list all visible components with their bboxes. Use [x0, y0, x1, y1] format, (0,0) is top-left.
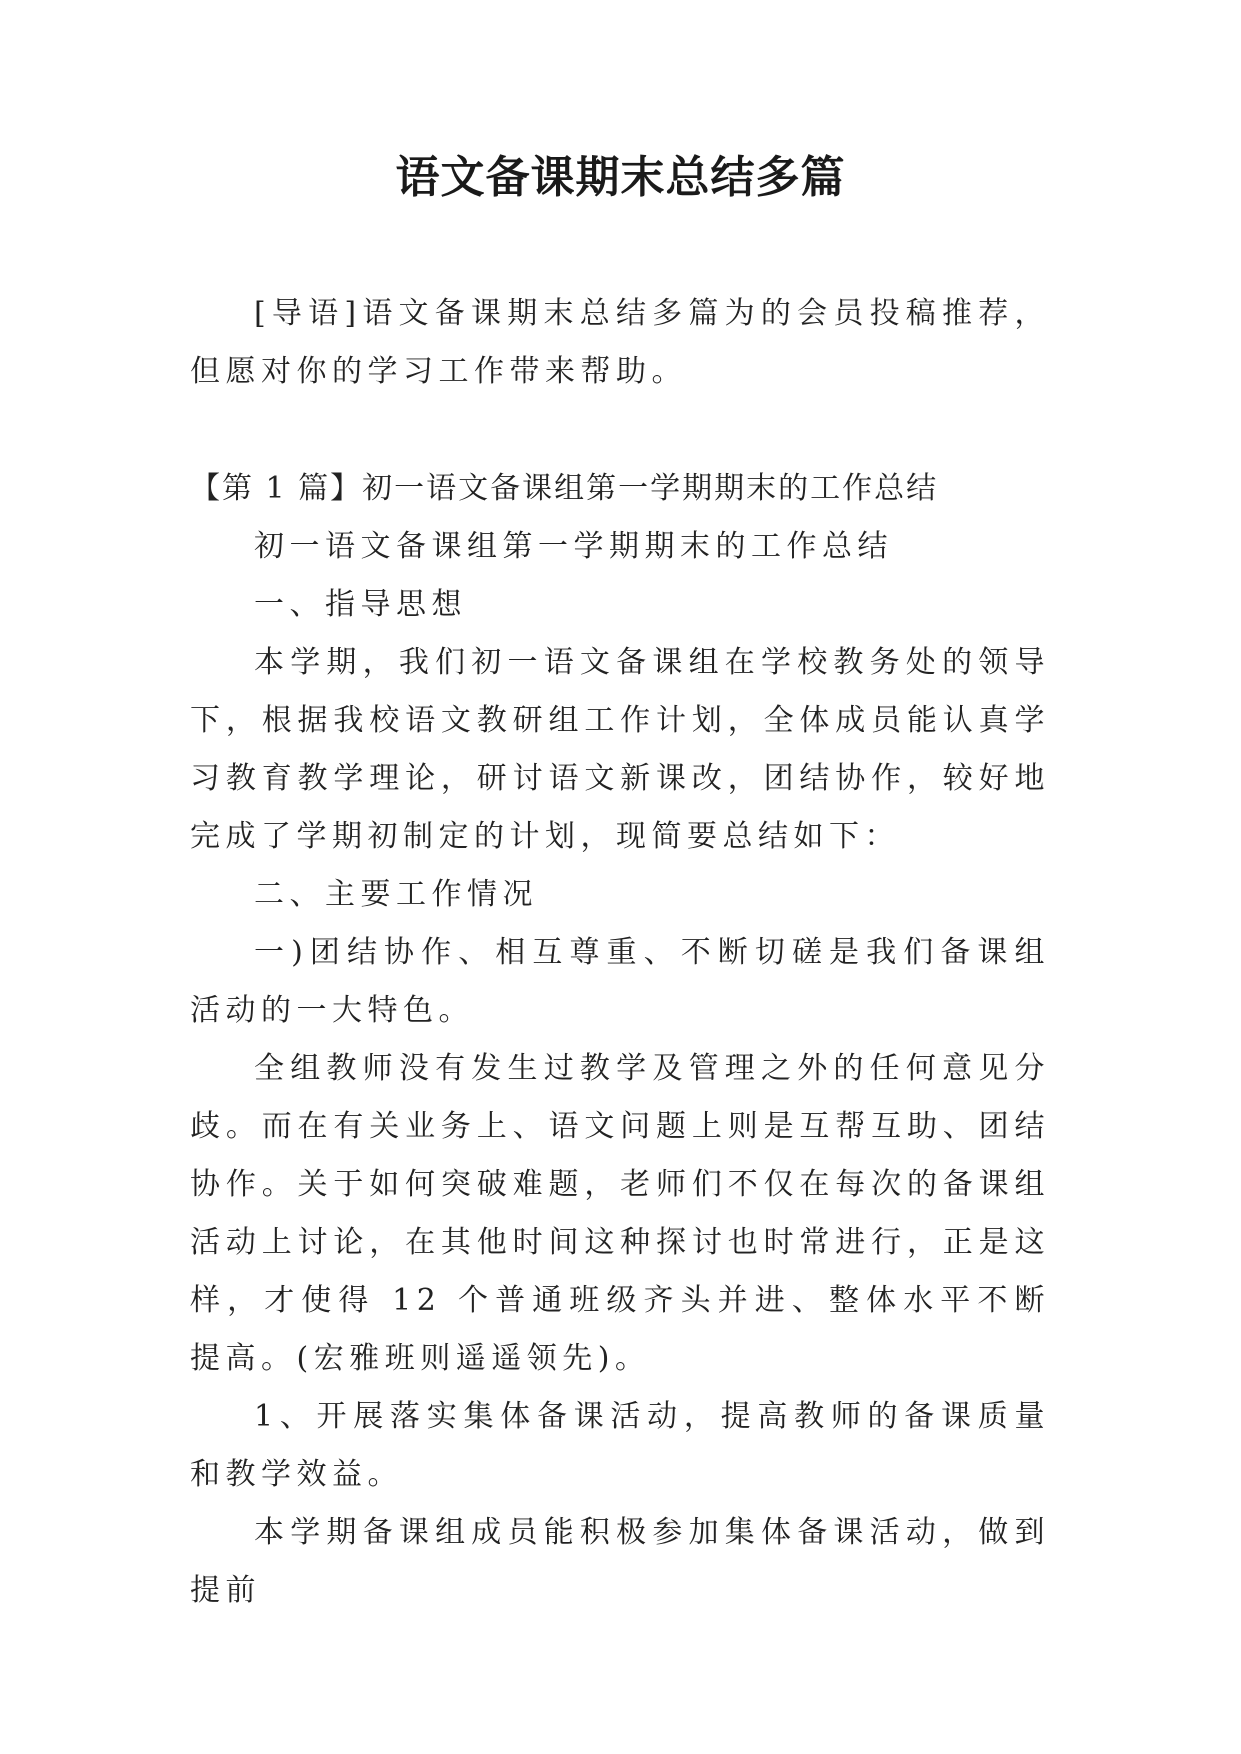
- list-item-1: 1、开展落实集体备课活动，提高教师的备课质量和教学效益。: [190, 1399, 1050, 1492]
- heading-main-work: 二、主要工作情况: [254, 877, 538, 912]
- document-title: 语文备课期末总结多篇: [395, 152, 846, 203]
- body-paragraph-1: 本学期，我们初一语文备课组在学校教务处的领导下，根据我校语文教研组工作计划，全体成员能认真学习教育教学理论，研讨语文新课改，团结协作，较好地完成了学期初制定的计划，现简要总结如下：: [190, 645, 1050, 854]
- section-subtitle: 初一语文备课组第一学期期末的工作总结: [254, 529, 893, 564]
- body-paragraph-3: 本学期备课组成员能积极参加集体备课活动，做到提前: [190, 1515, 1050, 1608]
- section-heading: 【第 1 篇】初一语文备课组第一学期期末的工作总结: [190, 471, 939, 506]
- subheading-teamwork: 一)团结协作、相互尊重、不断切磋是我们备课组活动的一大特色。: [190, 935, 1050, 1028]
- heading-guiding-thought: 一、指导思想: [254, 587, 467, 622]
- body-paragraph-2: 全组教师没有发生过教学及管理之外的任何意见分歧。而在有关业务上、语文问题上则是互帮互助、团结协作。关于如何突破难题，老师们不仅在每次的备课组活动上讨论，在其他时间这种探讨也时常进行，正是这样，才使得 12 个普通班级齐头并进、整体水平不断提高。(宏雅班则遥遥领先)。: [190, 1051, 1050, 1376]
- intro-paragraph: [导语]语文备课期末总结多篇为的会员投稿推荐，但愿对你的学习工作带来帮助。: [190, 296, 1050, 389]
